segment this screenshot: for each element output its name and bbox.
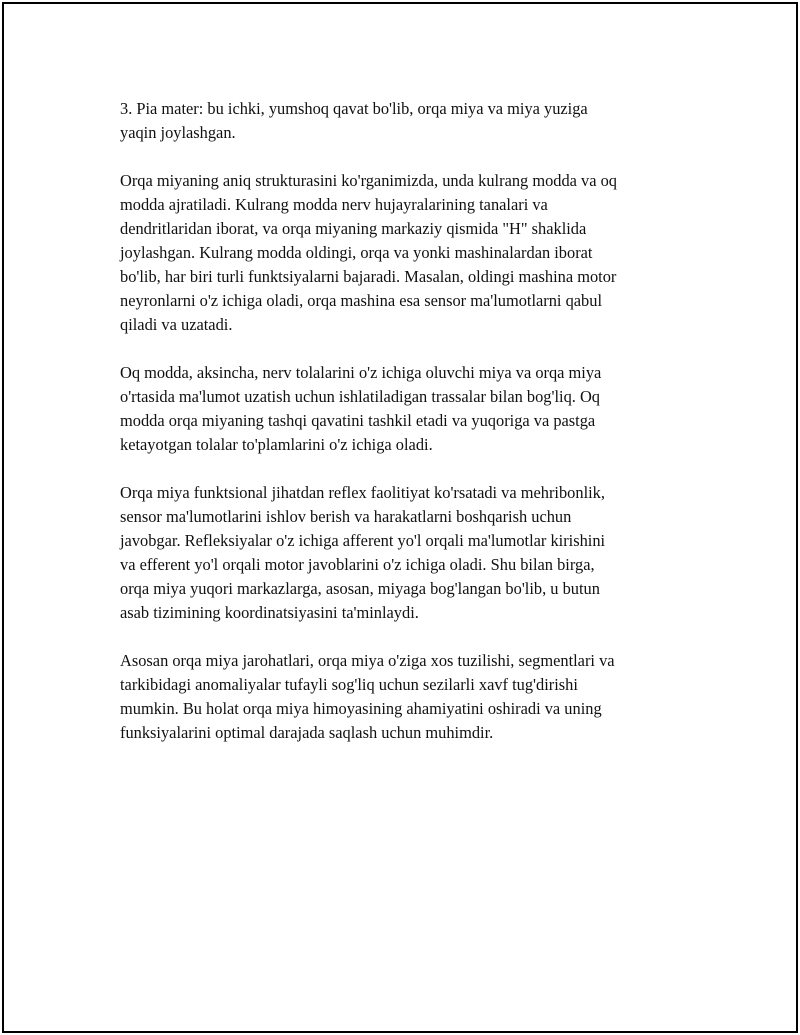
paragraph-white-matter: Oq modda, aksincha, nerv tolalarini o'z ichiga oluvchi miya va orqa miya o'rtasida ma'lumot uzatish uchun ishlatiladigan trassalar bilan bog'liq. Oq modda orqa miyaning tashqi qavatini tashkil etadi va yuqoriga va pastga ketayotgan tolalar to'plamlarini o'z ichiga oladi. — [120, 363, 602, 454]
document-body — [120, 97, 690, 769]
paragraph-function: Orqa miya funktsional jihatdan reflex faolitiyat ko'rsatadi va mehribonlik, sensor ma'lumotlarini ishlov berish va harakatlarni boshqarish uchun javobgar. Refleksiyalar o'z ichiga afferent yo'l orqali ma'lumotlar kirishini va efferent yo'l orqali motor javoblarini o'z ichiga oladi. Shu bilan birga, orqa miya yuqori markazlarga, asosan, miyaga bog'langan bo'lib, u butun asab tizimining koordinatsiyasini ta'minlaydi. — [120, 483, 606, 622]
paragraph-pia-mater: 3. Pia mater: bu ichki, yumshoq qavat bo'lib, orqa miya va miya yuziga yaqin joylashgan. — [120, 99, 588, 142]
paragraph-grey-white-matter: Orqa miyaning aniq strukturasini ko'rganimizda, unda kulrang modda va oq modda ajratiladi. Kulrang modda nerv hujayralarining tanalari va dendritlaridan iborat, va orqa miyaning markaziy qismida "H" shaklida joylashgan. Kulrang modda oldingi, orqa va yonki mashinalardan iborat bo'lib, har biri turli funktsiyalarni bajaradi. Masalan, oldingi mashina motor neyronlarni o'z ichiga oladi, orqa mashina esa sensor ma'lumotlarni qabul qiladi va uzatadi. — [120, 171, 617, 334]
page-border — [2, 2, 798, 1033]
paragraph-injuries: Asosan orqa miya jarohatlari, orqa miya o'ziga xos tuzilishi, segmentlari va tarkibidagi anomaliyalar tufayli sog'liq uchun sezilarli xavf tug'dirishi mumkin. Bu holat orqa miya himoyasining ahamiyatini oshiradi va uning funksiyalarini optimal darajada saqlash uchun muhimdir. — [120, 651, 615, 742]
